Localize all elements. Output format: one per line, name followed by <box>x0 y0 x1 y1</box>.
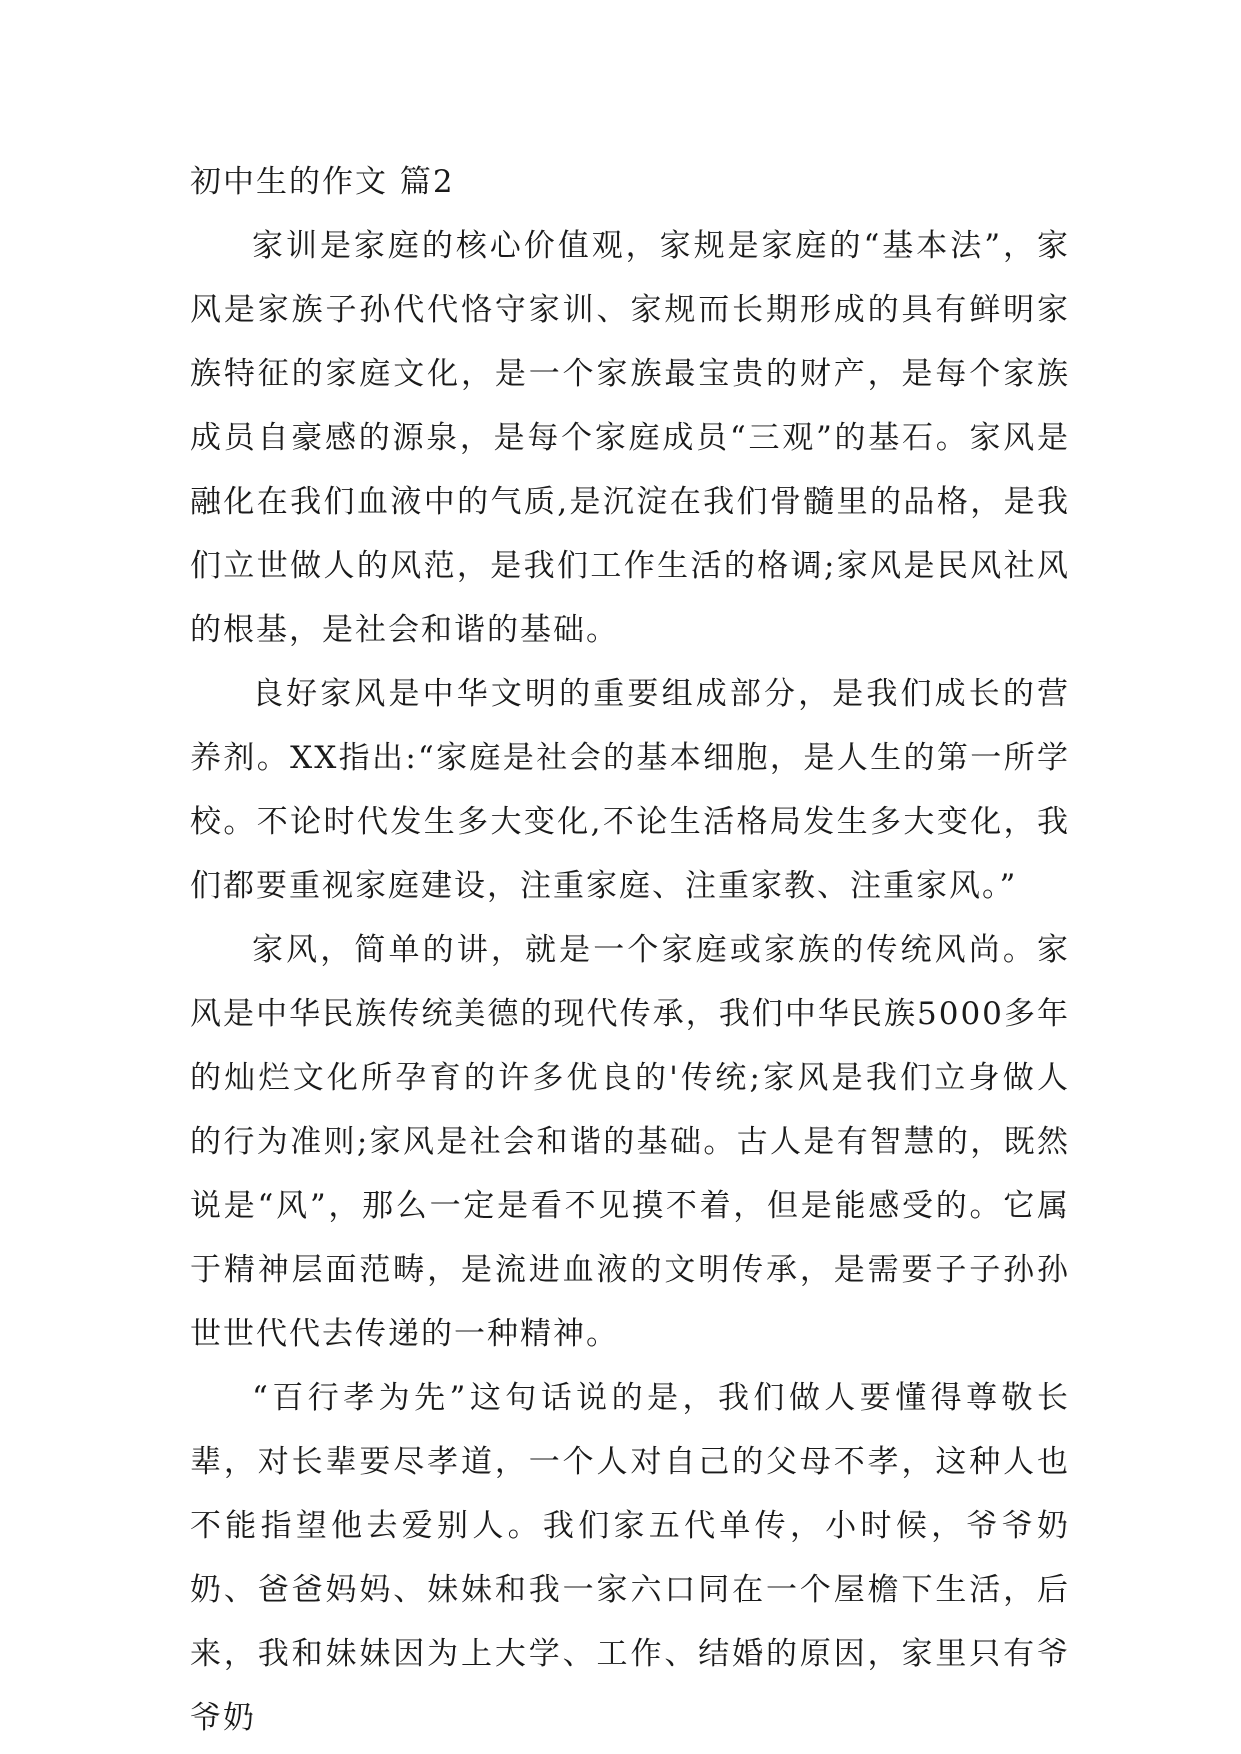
paragraph-2: 良好家风是中华文明的重要组成部分，是我们成长的营养剂。XX指出:“家庭是社会的基本细胞，是人生的第一所学校。不论时代发生多大变化,不论生活格局发生多大变化，我们都要重视家庭建设，注重家庭、注重家教、注重家风。” <box>190 676 1070 904</box>
paragraph-1: 家训是家庭的核心价值观，家规是家庭的“基本法”，家风是家族子孙代代恪守家训、家规而长期形成的具有鲜明家族特征的家庭文化，是一个家族最宝贵的财产，是每个家族成员自豪感的源泉，是每个家庭成员“三观”的基石。家风是融化在我们血液中的气质,是沉淀在我们骨髓里的品格，是我们立世做人的风范，是我们工作生活的格调;家风是民风社风的根基，是社会和谐的基础。 <box>190 228 1070 648</box>
document-title: 初中生的作文 篇2 <box>190 164 455 200</box>
document-page <box>190 150 1070 1750</box>
paragraph-4: “百行孝为先”这句话说的是，我们做人要懂得尊敬长辈，对长辈要尽孝道，一个人对自己的父母不孝，这种人也不能指望他去爱别人。我们家五代单传，小时候，爷爷奶奶、爸爸妈妈、妹妹和我一家六口同在一个屋檐下生活，后来，我和妹妹因为上大学、工作、结婚的原因，家里只有爷爷奶 <box>190 1380 1070 1736</box>
paragraph-3: 家风，简单的讲，就是一个家庭或家族的传统风尚。家风是中华民族传统美德的现代传承，我们中华民族5000多年的灿烂文化所孕育的许多优良的'传统;家风是我们立身做人的行为准则;家风是社会和谐的基础。古人是有智慧的，既然说是“风”，那么一定是看不见摸不着，但是能感受的。它属于精神层面范畴，是流进血液的文明传承，是需要子子孙孙世世代代去传递的一种精神。 <box>190 932 1070 1352</box>
